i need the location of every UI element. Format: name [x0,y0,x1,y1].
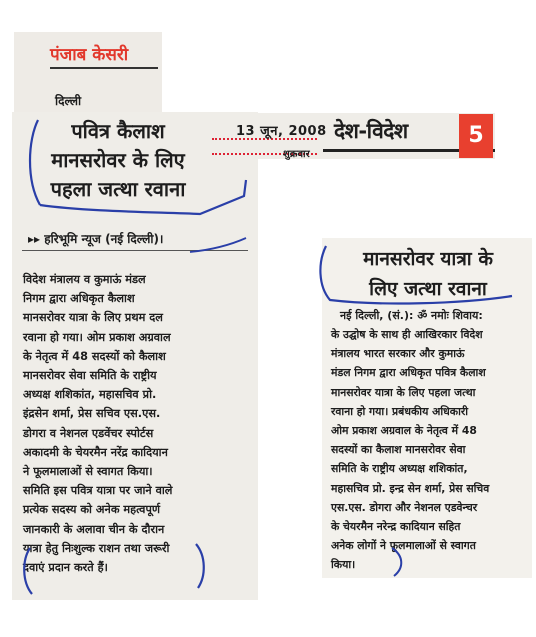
article1-byline: ▸▸ हरिभूमि न्यूज (नई दिल्ली)। [28,232,164,246]
body-line: मंत्रालय भारत सरकार और कुमाऊं [331,347,465,361]
body-line: मानसरोवर यात्रा के लिए प्रथम दल [23,311,163,325]
body-line: इंद्रसेन शर्मा, प्रेस सचिव एस.एस. [23,407,161,421]
body-line: डोगरा व नेशनल एडवेंचर स्पोर्टस [23,426,154,440]
article2-dateline: नई दिल्ली, (सं.): ॐ नमोः शिवाय: [340,309,483,322]
body-line: यात्रा हेतु निःशुल्क राशन तथा जरूरी [23,541,170,555]
body-line: ने फूलमालाओं से स्वागत किया। [23,465,153,479]
issue-weekday: शुक्रवार [283,149,310,160]
body-line: अध्यक्ष शशिकांत, महासचिव प्रो. [23,388,157,402]
body-line: समिति के राष्ट्रीय अध्यक्ष शशिकांत, [331,462,468,476]
article1-headline [34,117,202,204]
body-line: महासचिव प्रो. इन्द्र सेन शर्मा, प्रेस सचिव [331,481,490,495]
issue-date: 13 जून, 2008 [236,124,327,139]
body-line: समिति इस पवित्र यात्रा पर जाने वाले [23,484,173,498]
section-title: देश-विदेश [334,119,408,143]
body-line: किया। [331,558,356,572]
article1-headline-line: मानसरोवर के लिए [51,148,185,172]
body-line: विदेश मंत्रालय व कुमाऊं मंडल [23,273,146,286]
article1-headline-line: पवित्र कैलाश [71,119,165,143]
article2-body [331,325,526,575]
body-line: के चेयरमैन नरेन्द्र कादियान सहित [331,520,461,534]
article1-body [23,270,243,577]
byline-divider [22,250,248,251]
body-line: जानकारी के अलावा चीन के दौरान [23,522,165,536]
body-line: के नेतृत्व में 48 सदस्यों को कैलाश [23,349,166,363]
body-line: अनेक लोगों ने फूलमालाओं से स्वागत [331,539,476,553]
body-line: एस.एस. डोगरा और नेशनल एडवेन्चर [331,500,478,514]
article2-headline [330,244,526,304]
logo-underline [50,67,158,69]
body-line: प्रत्येक सदस्य को अनेक महत्वपूर्ण [23,503,161,517]
article1-headline-line: पहला जत्था रवाना [50,177,186,201]
body-line: के उद्घोष के साथ ही आखिरकार विदेश [331,328,483,341]
page-number-badge: 5 [459,114,493,158]
body-line: रवाना हो गया। प्रबंधकीय अधिकारी [331,404,469,418]
article2-headline-line: लिए जत्था रवाना [369,278,487,300]
body-line: निगम द्वारा अधिकृत कैलाश [23,292,135,306]
body-line: अकादमी के चेयरमैन नरेंद्र कादियान [23,445,168,459]
body-line: ओम प्रकाश अग्रवाल के नेतृत्व में 48 [331,424,477,438]
body-line: मानसरोवर सेवा समिति के राष्ट्रीय [23,369,157,383]
body-line: रवाना हो गया। ओम प्रकाश अग्रवाल [23,330,171,344]
body-line: मंडल निगम द्वारा अधिकृत पवित्र कैलाश [331,366,486,380]
article2-headline-line: मानसरोवर यात्रा के [363,248,493,270]
body-line: दवाएं प्रदान करते हैं। [23,561,108,575]
newspaper-logo: पंजाब केसरी [50,45,129,65]
body-line: मानसरोवर यात्रा के लिए पहला जत्था [331,385,476,399]
body-line: सदस्यों का कैलाश मानसरोवर सेवा [331,443,466,457]
masthead-city: दिल्ली [55,94,82,108]
